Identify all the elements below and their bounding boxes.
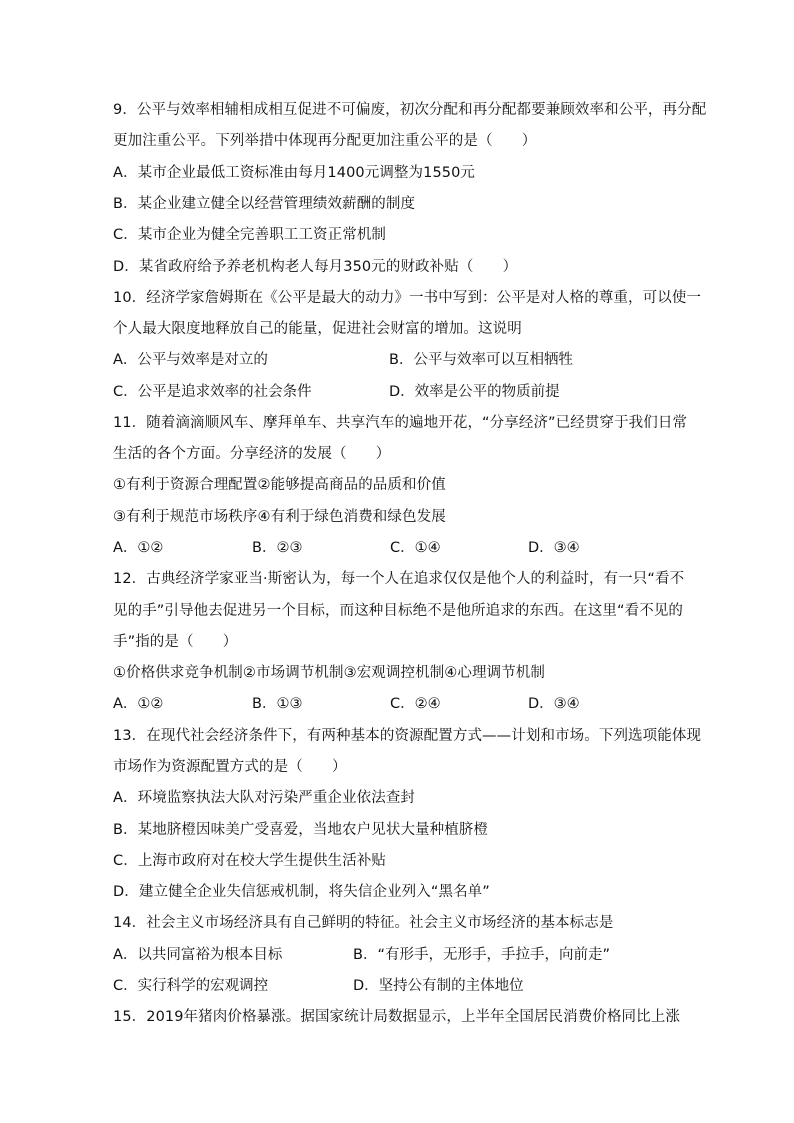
q11-option-b: B．②③ [252, 540, 303, 556]
q14-option-a: A．以共同富裕为根本目标 [113, 947, 283, 963]
q11-stem-line-1: 11．随着滴滴顺风车、摩拜单车、共享汽车的遍地开花，“分享经济”已经贯穿于我们日常 [113, 415, 688, 431]
q12-option-b: B．①③ [252, 696, 303, 712]
q11-option-c: C．①④ [390, 540, 441, 556]
q13-stem-line-2: 市场作为资源配置方式的是（ ） [113, 759, 347, 775]
q9-stem-line-1: 9．公平与效率相辅相成相互促进不可偏废，初次分配和再分配都要兼顾效率和公平，再分配 [113, 102, 707, 118]
q12-items-line: ①价格供求竞争机制②市场调节机制③宏观调控机制④心理调节机制 [113, 665, 545, 681]
q10-option-a: A．公平与效率是对立的 [113, 352, 268, 368]
q10-stem-line-2: 个人最大限度地释放自己的能量，促进社会财富的增加。这说明 [113, 321, 522, 337]
q10-option-b: B．公平与效率可以互相牺牲 [389, 352, 573, 368]
q9-option-c: C．某市企业为健全完善职工工资正常机制 [113, 227, 387, 243]
q13-option-c: C．上海市政府对在校大学生提供生活补贴 [113, 853, 387, 869]
q13-option-b: B．某地脐橙因味美广受喜爱，当地农户见状大量种植脐橙 [113, 822, 489, 838]
q15-stem-line-1: 15．2019年猪肉价格暴涨。据国家统计局数据显示，上半年全国居民消费价格同比上涨 [113, 1009, 680, 1025]
q14-stem-line-1: 14．社会主义市场经济具有自己鲜明的特征。社会主义市场经济的基本标志是 [113, 915, 614, 931]
q14-options-row-2 [113, 976, 693, 996]
q13-option-d: D．建立健全企业失信惩戒机制，将失信企业列入“黑名单” [113, 884, 490, 900]
q14-options-row-1 [113, 945, 693, 965]
q12-option-a: A．①② [113, 696, 164, 712]
q9-option-a: A．某市企业最低工资标准由每月1400元调整为1550元 [113, 165, 476, 181]
q12-option-d: D．③④ [528, 696, 580, 712]
q13-stem-line-1: 13．在现代社会经济条件下，有两种基本的资源配置方式——计划和市场。下列选项能体现 [113, 728, 702, 744]
q9-stem-line-2: 更加注重公平。下列举措中体现再分配更加注重公平的是（ ） [113, 133, 537, 149]
q11-option-a: A．①② [113, 540, 164, 556]
q14-option-b: B．“有形手，无形手，手拉手，向前走” [353, 947, 610, 963]
q12-options-row [113, 694, 693, 714]
q11-items-line-2: ③有利于规范市场秩序④有利于绿色消费和绿色发展 [113, 509, 446, 525]
q10-stem-line-1: 10．经济学家詹姆斯在《公平是最大的动力》一书中写到：公平是对人格的尊重，可以使一 [113, 290, 702, 306]
q12-option-c: C．②④ [390, 696, 441, 712]
q11-items-line-1: ①有利于资源合理配置②能够提高商品的品质和价值 [113, 477, 446, 493]
q13-option-a: A．环境监察执法大队对污染严重企业依法查封 [113, 790, 416, 806]
q10-option-c: C．公平是追求效率的社会条件 [113, 384, 312, 400]
q12-stem-line-1: 12．古典经济学家亚当·斯密认为，每一个人在追求仅仅是他个人的利益时，有一只“看不 [113, 571, 685, 587]
q14-option-d: D．坚持公有制的主体地位 [353, 978, 524, 994]
q10-options-row-2 [113, 382, 693, 402]
q11-stem-line-2: 生活的各个方面。分享经济的发展（ ） [113, 446, 391, 462]
q9-option-b: B．某企业建立健全以经营管理绩效薪酬的制度 [113, 196, 416, 212]
q10-options-row-1 [113, 350, 693, 370]
q11-option-d: D．③④ [528, 540, 580, 556]
q12-stem-line-3: 手”指的是（ ） [113, 634, 238, 650]
q11-options-row [113, 538, 693, 558]
q9-option-d: D．某省政府给予养老机构老人每月350元的财政补贴（ ） [113, 259, 518, 275]
q14-option-c: C．实行科学的宏观调控 [113, 978, 269, 994]
q10-option-d: D．效率是公平的物质前提 [389, 384, 560, 400]
q12-stem-line-2: 见的手”引导他去促进另一个目标，而这种目标绝不是他所追求的东西。在这里“看不见的 [113, 603, 684, 619]
